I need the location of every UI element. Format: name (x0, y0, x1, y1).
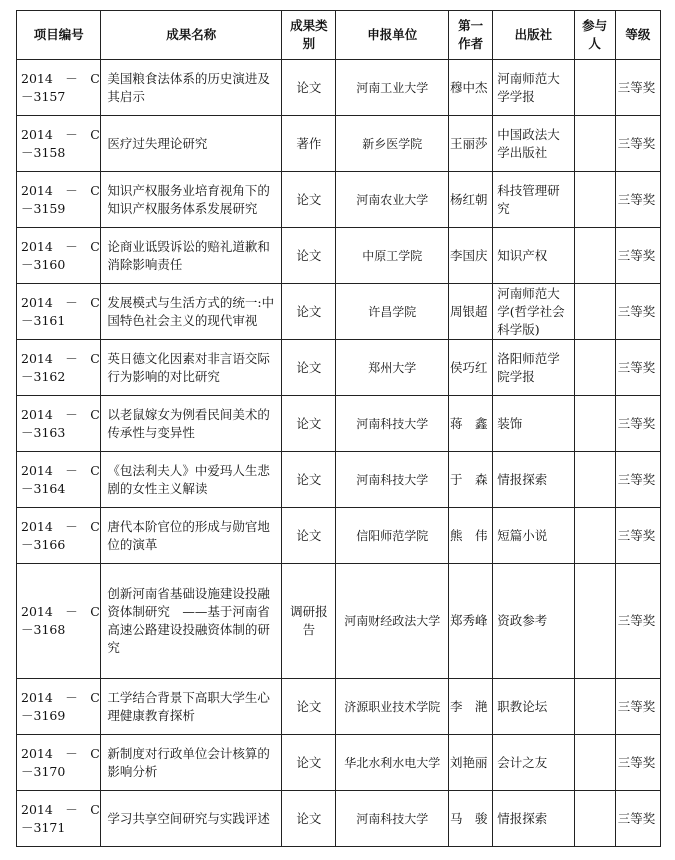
cell-id (17, 116, 101, 172)
cell-title: 英日德文化因素对非言语交际行为影响的对比研究 (101, 340, 282, 396)
cell-grade: 三等奖 (615, 564, 660, 679)
cell-id-line1: 2014 － C (21, 70, 100, 86)
cell-id-line1: 2014 － C (21, 462, 100, 478)
cell-title: 知识产权服务业培育视角下的知识产权服务体系发展研究 (101, 172, 282, 228)
header-id: 项目编号 (17, 11, 101, 60)
cell-publisher: 情报探索 (493, 791, 574, 847)
cell-title: 《包法利夫人》中爱玛人生悲剧的女性主义解读 (101, 452, 282, 508)
header-grade: 等级 (615, 11, 660, 60)
cell-type: 论文 (282, 60, 336, 116)
cell-title: 美国粮食法体系的历史演进及其启示 (101, 60, 282, 116)
cell-publisher: 河南师范大学(哲学社会科学版) (493, 284, 574, 340)
cell-id (17, 791, 101, 847)
cell-title: 发展模式与生活方式的统一:中国特色社会主义的现代审视 (101, 284, 282, 340)
cell-participants (574, 284, 615, 340)
cell-id-line2: －3158 (21, 144, 66, 160)
table-row (17, 116, 661, 172)
header-publisher: 出版社 (493, 11, 574, 60)
cell-type: 论文 (282, 396, 336, 452)
header-row (17, 11, 661, 60)
cell-publisher: 资政参考 (493, 564, 574, 679)
cell-id (17, 172, 101, 228)
cell-id-line2: －3168 (21, 622, 66, 637)
table-row (17, 735, 661, 791)
cell-id-line1: 2014 － C (21, 126, 100, 142)
cell-participants (574, 679, 615, 735)
cell-participants (574, 172, 615, 228)
cell-id-line1: 2014 － C (21, 406, 100, 422)
awards-table-sheet (16, 10, 661, 847)
cell-publisher: 职教论坛 (493, 679, 574, 735)
cell-type: 论文 (282, 284, 336, 340)
cell-publisher: 科技管理研究 (493, 172, 574, 228)
cell-id-line2: －3171 (21, 819, 66, 835)
cell-title: 工学结合背景下高职大学生心理健康教育探析 (101, 679, 282, 735)
cell-unit: 河南科技大学 (336, 791, 449, 847)
cell-id-line2: －3162 (21, 368, 66, 384)
cell-id (17, 60, 101, 116)
cell-grade: 三等奖 (615, 735, 660, 791)
cell-type: 论文 (282, 735, 336, 791)
cell-id (17, 508, 101, 564)
cell-unit: 中原工学院 (336, 228, 449, 284)
cell-publisher: 短篇小说 (493, 508, 574, 564)
cell-publisher: 中国政法大学出版社 (493, 116, 574, 172)
header-author-line1: 第一 (458, 18, 484, 33)
cell-author: 李 滟 (448, 679, 492, 735)
table-row (17, 396, 661, 452)
cell-type: 论文 (282, 452, 336, 508)
cell-publisher: 情报探索 (493, 452, 574, 508)
cell-title: 学习共享空间研究与实践评述 (101, 791, 282, 847)
cell-unit: 河南科技大学 (336, 452, 449, 508)
cell-publisher: 知识产权 (493, 228, 574, 284)
cell-id (17, 228, 101, 284)
cell-grade: 三等奖 (615, 228, 660, 284)
cell-type: 论文 (282, 228, 336, 284)
cell-id-line2: －3163 (21, 424, 66, 440)
cell-type: 调研报告 (282, 564, 336, 679)
table-row (17, 452, 661, 508)
awards-table (16, 10, 661, 847)
cell-author: 刘艳丽 (448, 735, 492, 791)
cell-id-line1: 2014 － C (21, 350, 100, 366)
cell-author: 李国庆 (448, 228, 492, 284)
cell-grade: 三等奖 (615, 508, 660, 564)
cell-author: 于 森 (448, 452, 492, 508)
cell-unit: 新乡医学院 (336, 116, 449, 172)
cell-id-line2: －3166 (21, 536, 66, 552)
cell-participants (574, 508, 615, 564)
cell-publisher: 会计之友 (493, 735, 574, 791)
table-row (17, 284, 661, 340)
cell-author: 杨红朝 (448, 172, 492, 228)
cell-unit: 济源职业技术学院 (336, 679, 449, 735)
header-type: 成果类别 (282, 11, 336, 60)
cell-type: 论文 (282, 508, 336, 564)
cell-unit: 河南科技大学 (336, 396, 449, 452)
cell-id-line1: 2014 － C (21, 294, 100, 310)
cell-participants (574, 396, 615, 452)
cell-title: 新制度对行政单位会计核算的影响分析 (101, 735, 282, 791)
cell-id (17, 735, 101, 791)
cell-publisher: 装饰 (493, 396, 574, 452)
header-unit: 申报单位 (336, 11, 449, 60)
cell-type: 著作 (282, 116, 336, 172)
cell-title: 论商业诋毁诉讼的赔礼道歉和消除影响责任 (101, 228, 282, 284)
cell-grade: 三等奖 (615, 60, 660, 116)
cell-author: 侯巧红 (448, 340, 492, 396)
cell-id (17, 340, 101, 396)
cell-grade: 三等奖 (615, 791, 660, 847)
cell-id-line1: 2014 － C (21, 689, 100, 705)
cell-id-line2: －3170 (21, 763, 66, 779)
cell-participants (574, 791, 615, 847)
header-author-line2: 作者 (458, 36, 484, 51)
cell-title: 唐代本阶官位的形成与勋官地位的演革 (101, 508, 282, 564)
cell-type: 论文 (282, 679, 336, 735)
cell-participants (574, 564, 615, 679)
cell-author: 熊 伟 (448, 508, 492, 564)
cell-participants (574, 116, 615, 172)
cell-unit: 河南财经政法大学 (336, 564, 449, 679)
cell-title: 医疗过失理论研究 (101, 116, 282, 172)
cell-participants (574, 340, 615, 396)
cell-participants (574, 735, 615, 791)
cell-participants (574, 228, 615, 284)
cell-grade: 三等奖 (615, 340, 660, 396)
cell-id-line1: 2014 － C (21, 518, 100, 534)
cell-id (17, 396, 101, 452)
cell-id (17, 679, 101, 735)
cell-grade: 三等奖 (615, 284, 660, 340)
cell-id (17, 564, 101, 679)
cell-author: 蒋 鑫 (448, 396, 492, 452)
cell-id-line1: 2014 － C (21, 604, 100, 619)
cell-unit: 许昌学院 (336, 284, 449, 340)
cell-type: 论文 (282, 340, 336, 396)
cell-id-line1: 2014 － C (21, 801, 100, 817)
cell-author: 周银超 (448, 284, 492, 340)
cell-grade: 三等奖 (615, 172, 660, 228)
cell-unit: 郑州大学 (336, 340, 449, 396)
cell-type: 论文 (282, 172, 336, 228)
table-row (17, 172, 661, 228)
cell-id-line2: －3160 (21, 256, 66, 272)
cell-id-line2: －3161 (21, 312, 66, 328)
cell-id-line2: －3159 (21, 200, 66, 216)
table-row (17, 791, 661, 847)
cell-title: 以老鼠嫁女为例看民间美术的传承性与变异性 (101, 396, 282, 452)
cell-id-line1: 2014 － C (21, 745, 100, 761)
table-row (17, 228, 661, 284)
cell-grade: 三等奖 (615, 116, 660, 172)
table-row (17, 60, 661, 116)
cell-id-line1: 2014 － C (21, 182, 100, 198)
cell-publisher: 河南师范大学学报 (493, 60, 574, 116)
cell-author: 马 骏 (448, 791, 492, 847)
cell-participants (574, 452, 615, 508)
cell-grade: 三等奖 (615, 452, 660, 508)
cell-id-line1: 2014 － C (21, 238, 100, 254)
table-row (17, 679, 661, 735)
cell-participants (574, 60, 615, 116)
cell-unit: 河南工业大学 (336, 60, 449, 116)
table-row (17, 508, 661, 564)
cell-author: 郑秀峰 (448, 564, 492, 679)
cell-id-line2: －3164 (21, 480, 66, 496)
cell-grade: 三等奖 (615, 679, 660, 735)
cell-id-line2: －3169 (21, 707, 66, 723)
header-author (448, 11, 492, 60)
cell-unit: 信阳师范学院 (336, 508, 449, 564)
header-title: 成果名称 (101, 11, 282, 60)
cell-author: 王丽莎 (448, 116, 492, 172)
cell-unit: 河南农业大学 (336, 172, 449, 228)
cell-id-line2: －3157 (21, 88, 66, 104)
table-row (17, 340, 661, 396)
cell-title: 创新河南省基础设施建设投融资体制研究 ——基于河南省高速公路建设投融资体制的研究 (101, 564, 282, 679)
cell-unit: 华北水利水电大学 (336, 735, 449, 791)
cell-author: 穆中杰 (448, 60, 492, 116)
table-row (17, 564, 661, 679)
cell-type: 论文 (282, 791, 336, 847)
header-participants: 参与人 (574, 11, 615, 60)
cell-id (17, 452, 101, 508)
cell-publisher: 洛阳师范学院学报 (493, 340, 574, 396)
cell-id (17, 284, 101, 340)
cell-grade: 三等奖 (615, 396, 660, 452)
